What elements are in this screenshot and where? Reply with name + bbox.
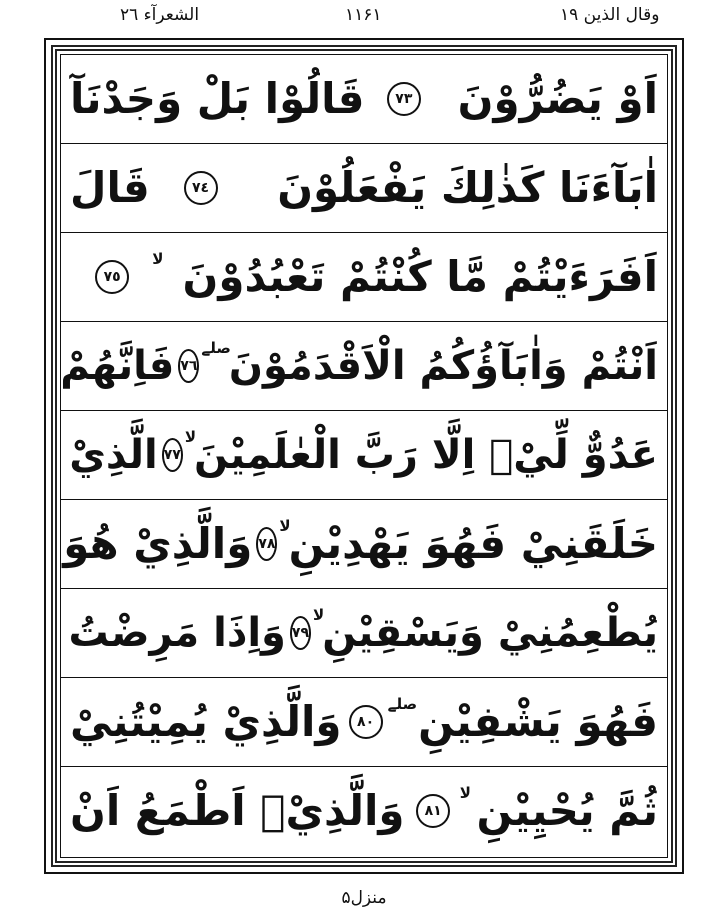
text-segment: قَالُوْا بَلْ وَجَدْنَآ — [70, 73, 365, 123]
text-segment: قَالَ — [70, 163, 150, 212]
waqf-mark: صلے — [387, 695, 418, 713]
text-segment: يُطْعِمُنِيْ وَيَسْقِيْنِ — [322, 610, 658, 656]
text-segment: وَاِذَا مَرِضْتُ — [68, 610, 286, 656]
page-number: ۱۱۶۱ — [345, 5, 382, 25]
text-segment: اٰبَآءَنَا كَذٰلِكَ يَفْعَلُوْنَ — [277, 163, 658, 212]
text-segment: وَالَّذِيْ يُمِيْتُنِيْ — [70, 697, 342, 746]
text-line-4 — [60, 321, 668, 410]
manzil-label: منزل۵ — [341, 888, 387, 908]
text-segment: خَلَقَنِيْ فَهُوَ يَهْدِيْنِ — [288, 519, 658, 568]
text-line-3 — [60, 232, 668, 321]
text-segment: الَّذِيْ — [69, 432, 158, 478]
ayah-number-marker: ٨١ — [416, 794, 450, 828]
text-segment: وَالَّذِيْۤ اَطْمَعُ اَنْ — [70, 786, 405, 835]
text-segment: فَهُوَ يَشْفِيْنِ — [418, 697, 658, 746]
ayah-number-marker: ٧٦ — [178, 349, 199, 383]
text-line-5 — [60, 410, 668, 499]
text-line-1 — [60, 54, 668, 143]
text-line-6 — [60, 499, 668, 588]
text-line-9 — [60, 766, 668, 855]
ayah-number-marker: ٧٩ — [290, 616, 311, 650]
ayah-number-marker: ٨٠ — [349, 705, 383, 739]
text-segment: ثُمَّ يُحْيِيْنِ — [476, 786, 658, 835]
waqf-mark: لا — [279, 517, 291, 535]
ayah-number-marker: ٧٧ — [162, 438, 183, 472]
juz-name: وقال الذین ١٩ — [560, 5, 660, 25]
text-segment: اَوْ يَضُرُّوْنَ — [457, 73, 658, 123]
text-segment: فَاِنَّهُمْ — [60, 343, 175, 389]
ayah-number-marker: ٧٥ — [95, 260, 129, 294]
waqf-mark: صلے — [201, 339, 231, 357]
text-line-8 — [60, 677, 668, 766]
ayah-number-marker: ٧٤ — [184, 171, 218, 205]
waqf-mark: لا — [152, 250, 164, 268]
text-segment: اَنْتُمْ وَاٰبَآؤُكُمُ الْاَقْدَمُوْنَ — [228, 343, 658, 389]
page-header — [0, 0, 728, 30]
surah-name: الشعرآء ٢٦ — [120, 5, 200, 25]
text-lines — [60, 54, 668, 858]
text-segment: وَالَّذِيْ هُوَ — [63, 519, 253, 568]
ayah-number-marker: ٧٨ — [256, 527, 277, 561]
text-line-7 — [60, 588, 668, 677]
waqf-mark: لا — [184, 428, 197, 446]
waqf-mark: لا — [459, 784, 471, 802]
text-segment: اَفَرَءَيْتُمْ مَّا كُنْتُمْ تَعْبُدُوْنَ — [182, 252, 658, 301]
waqf-mark: لا — [313, 606, 325, 624]
text-line-2 — [60, 143, 668, 232]
ayah-number-marker: ٧٣ — [387, 82, 421, 116]
text-segment: عَدُوٌّ لِّيْۤ اِلَّا رَبَّ الْعٰلَمِيْنَ — [194, 432, 658, 478]
